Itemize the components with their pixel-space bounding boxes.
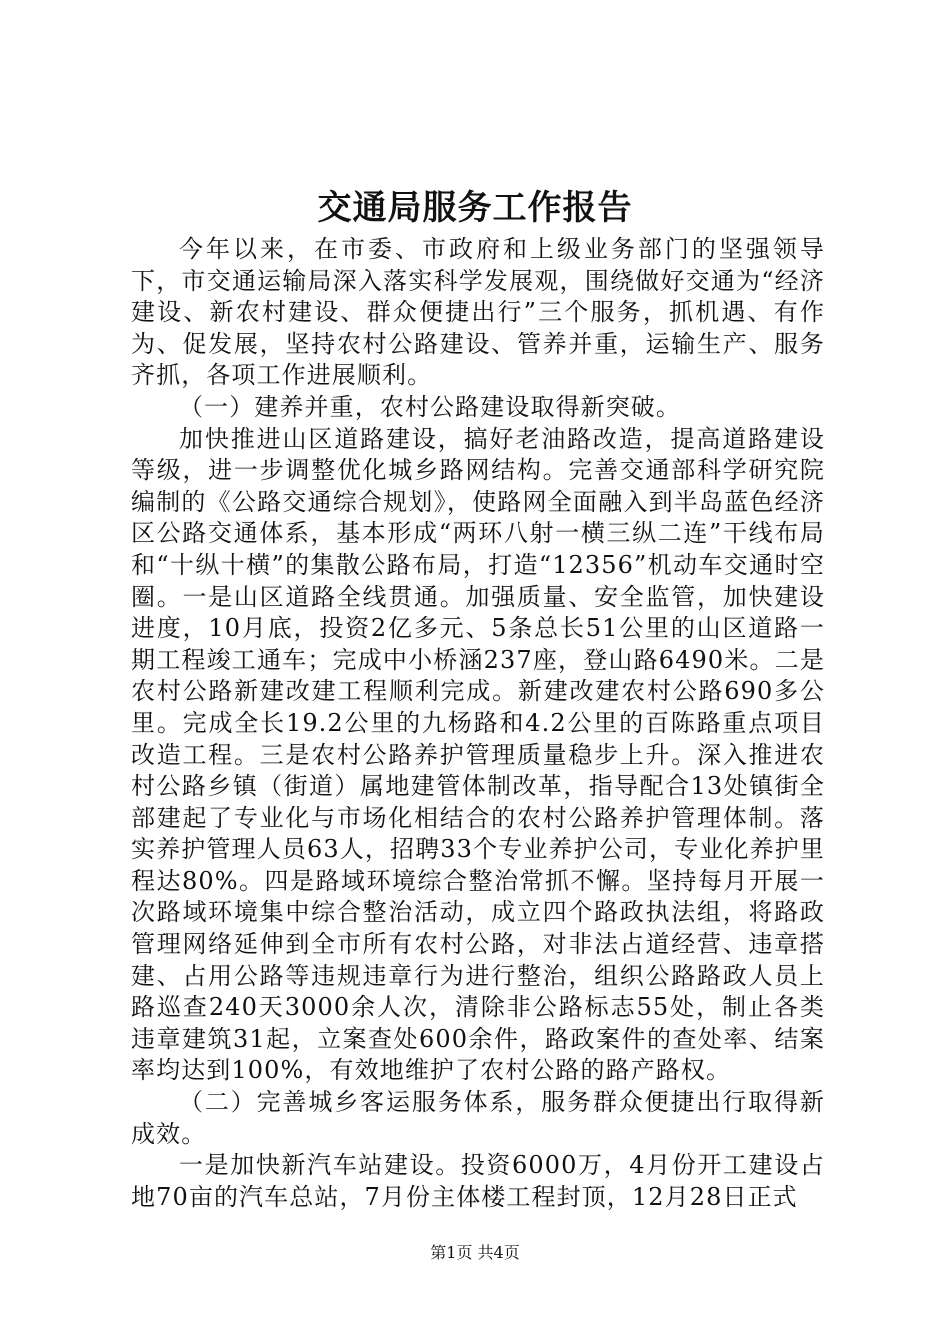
page-footer: 第1页 共4页 bbox=[430, 1243, 520, 1262]
section-1-paragraph: 加快推进山区道路建设，搞好老油路改造，提高道路建设等级，进一步调整优化城乡路网结构。完善交通部科学研究院编制的《公路交通综合规划》，使路网全面融入到半岛蓝色经济区公路交通体系，基本形成“两环八射一横三纵二连”干线布局和“十纵十横”的集散公路布局，打造“12356”机动车交通时空圈。一是山区道路全线贯通。加强质量、安全监管，加快建设进度，10月底，投资2亿多元、5条总长51公里的山区道路一期工程竣工通车；完成中小桥涵237座，登山路6490米。二是农村公路新建改建工程顺利完成。新建改建农村公路690多公里。完成全长19.2公里的九杨路和4.2公里的百陈路重点项目改造工程。三是农村公路养护管理质量稳步上升。深入推进农村公路乡镇（街道）属地建管体制改革，指导配合13处镇街全部建起了专业化与市场化相结合的农村公路养护管理体制。落实养护管理人员63人，招聘33个专业养护公司，专业化养护里程达80%。四是路域环境综合整治常抓不懈。坚持每月开展一次路域环境集中综合整治活动，成立四个路政执法组，将路政管理网络延伸到全市所有农村公路，对非法占道经营、违章搭建、占用公路等违规违章行为进行整治，组织公路路政人员上路巡查240天3000余人次，清除非公路标志55处，制止各类违章建筑31起，立案查处600余件，路政案件的查处率、结案率均达到100%，有效地维护了农村公路的路产路权。 bbox=[131, 424, 825, 1085]
section-heading-1: （一）建养并重，农村公路建设取得新突破。 bbox=[179, 392, 681, 421]
document-body bbox=[131, 234, 825, 1213]
intro-paragraph: 今年以来，在市委、市政府和上级业务部门的坚强领导下，市交通运输局深入落实科学发展观，围绕做好交通为“经济建设、新农村建设、群众便捷出行”三个服务，抓机遇、有作为、促发展，坚持农村公路建设、管养并重，运输生产、服务齐抓，各项工作进展顺利。 bbox=[131, 235, 825, 390]
section-heading-2: （二）完善城乡客运服务体系，服务群众便捷出行取得新成效。 bbox=[131, 1088, 825, 1148]
section-2-paragraph: 一是加快新汽车站建设。投资6000万，4月份开工建设占地70亩的汽车总站，7月份主体楼工程封顶，12月28日正式 bbox=[131, 1151, 825, 1211]
document-title: 交通局服务工作报告 bbox=[317, 188, 633, 228]
